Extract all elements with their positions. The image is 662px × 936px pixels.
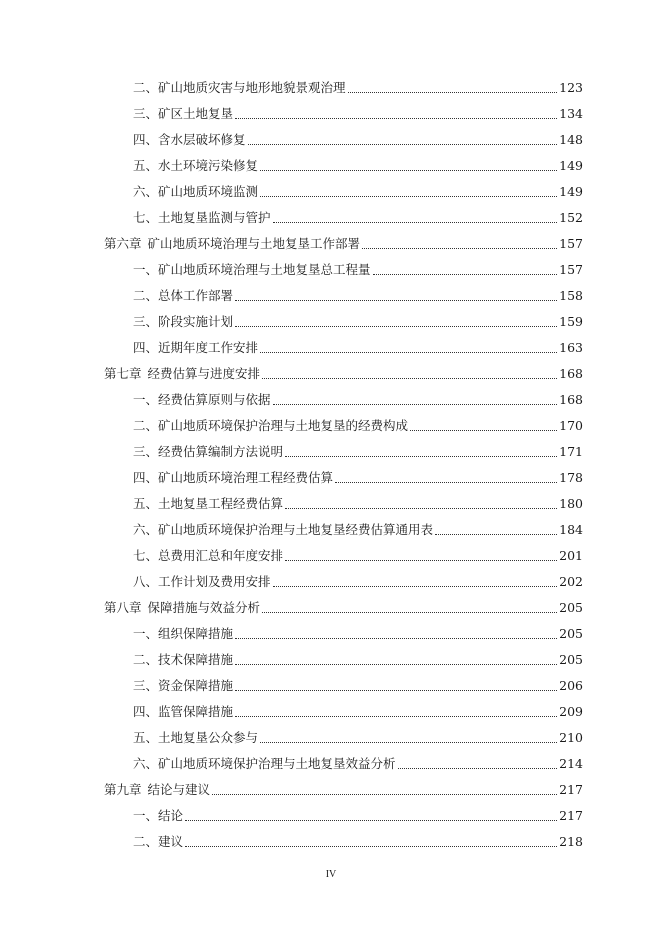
toc-entry-number: 第九章 [104,782,142,797]
toc-entry-title: 组织保障措施 [158,626,234,641]
toc-entry-number: 三、 [133,314,159,329]
toc-section-entry[interactable] [104,751,583,777]
toc-entry-title: 水土环境污染修复 [158,158,259,173]
toc-entry-page-number: 206 [559,678,583,693]
toc-entry-page-number: 202 [559,574,583,589]
toc-entry-number: 第六章 [104,236,142,251]
toc-entry-number: 一、 [133,626,159,641]
toc-chapter-entry[interactable] [104,777,583,803]
toc-section-entry[interactable] [104,439,583,465]
toc-entry-title: 近期年度工作安排 [158,340,259,355]
toc-entry-title: 矿山地质环境治理工程经费估算 [158,470,334,485]
toc-entry-page-number: 178 [559,470,583,485]
toc-entry-page-number: 149 [559,184,583,199]
toc-section-entry[interactable] [104,179,583,205]
toc-section-entry[interactable] [104,205,583,231]
toc-entry-number: 四、 [133,704,159,719]
toc-entry-number: 四、 [133,132,159,147]
toc-entry-page-number: 159 [559,314,583,329]
toc-entry-number: 二、 [133,652,159,667]
toc-section-entry[interactable] [104,569,583,595]
toc-entry-title: 建议 [158,834,184,849]
toc-dot-leader [185,837,557,847]
toc-dot-leader [185,811,557,821]
toc-dot-leader [285,447,557,457]
toc-entry-page-number: 148 [559,132,583,147]
toc-entry-title: 工作计划及费用安排 [158,574,271,589]
toc-dot-leader [373,265,558,275]
toc-section-entry[interactable] [104,673,583,699]
toc-entry-page-number: 210 [559,730,583,745]
toc-entry-number: 三、 [133,106,159,121]
table-of-contents [104,75,583,855]
toc-dot-leader [260,187,557,197]
toc-entry-number: 五、 [133,496,159,511]
toc-dot-leader [260,733,557,743]
toc-entry-number: 五、 [133,158,159,173]
toc-dot-leader [248,135,558,145]
toc-entry-title: 矿山地质环境保护治理与土地复垦的经费构成 [158,418,409,433]
toc-entry-number: 一、 [133,262,159,277]
toc-entry-number: 八、 [133,574,159,589]
toc-entry-title: 总体工作部署 [158,288,234,303]
toc-section-entry[interactable] [104,465,583,491]
toc-entry-page-number: 157 [559,236,583,251]
toc-section-entry[interactable] [104,647,583,673]
toc-dot-leader [235,681,557,691]
toc-entry-title: 监管保障措施 [158,704,234,719]
toc-entry-title: 土地复垦监测与管护 [158,210,271,225]
toc-dot-leader [212,785,557,795]
toc-entry-title: 矿山地质环境治理与土地复垦工作部署 [147,236,361,251]
toc-entry-page-number: 134 [559,106,583,121]
toc-dot-leader [260,343,557,353]
toc-entry-page-number: 152 [559,210,583,225]
toc-entry-number: 五、 [133,730,159,745]
toc-dot-leader [273,577,558,587]
toc-entry-page-number: 171 [559,444,583,459]
toc-section-entry[interactable] [104,803,583,829]
toc-entry-number: 六、 [133,756,159,771]
toc-dot-leader [262,369,557,379]
toc-entry-page-number: 157 [559,262,583,277]
toc-entry-number: 六、 [133,184,159,199]
toc-entry-number: 第七章 [104,366,142,381]
toc-entry-title: 矿山地质环境保护治理与土地复垦经费估算通用表 [158,522,434,537]
toc-entry-page-number: 217 [559,808,583,823]
toc-section-entry[interactable] [104,491,583,517]
toc-entry-title: 含水层破坏修复 [158,132,246,147]
toc-chapter-entry[interactable] [104,361,583,387]
toc-entry-page-number: 209 [559,704,583,719]
toc-entry-number: 七、 [133,548,159,563]
toc-entry-page-number: 184 [559,522,583,537]
toc-entry-title: 土地复垦工程经费估算 [158,496,284,511]
toc-dot-leader [235,707,557,717]
toc-entry-page-number: 149 [559,158,583,173]
toc-section-entry[interactable] [104,699,583,725]
toc-entry-page-number: 201 [559,548,583,563]
toc-dot-leader [410,421,557,431]
toc-section-entry[interactable] [104,153,583,179]
toc-dot-leader [235,317,557,327]
toc-section-entry[interactable] [104,283,583,309]
toc-entry-page-number: 205 [559,626,583,641]
toc-entry-number: 第八章 [104,600,142,615]
toc-entry-page-number: 218 [559,834,583,849]
toc-entry-number: 一、 [133,808,159,823]
toc-entry-page-number: 158 [559,288,583,303]
toc-dot-leader [273,395,558,405]
toc-entry-title: 矿山地质环境保护治理与土地复垦效益分析 [158,756,396,771]
toc-chapter-entry[interactable] [104,595,583,621]
toc-entry-title: 矿山地质环境治理与土地复垦总工程量 [158,262,371,277]
toc-section-entry[interactable] [104,387,583,413]
toc-entry-title: 矿山地质灾害与地形地貌景观治理 [158,80,346,95]
toc-entry-number: 六、 [133,522,159,537]
toc-entry-title: 矿区土地复垦 [158,106,234,121]
toc-entry-page-number: 163 [559,340,583,355]
toc-section-entry[interactable] [104,543,583,569]
toc-entry-title: 技术保障措施 [158,652,234,667]
toc-entry-title: 经费估算与进度安排 [147,366,261,381]
toc-chapter-entry[interactable] [104,231,583,257]
toc-entry-title: 保障措施与效益分析 [147,600,261,615]
toc-entry-title: 矿山地质环境监测 [158,184,259,199]
toc-entry-number: 四、 [133,340,159,355]
toc-entry-page-number: 180 [559,496,583,511]
toc-entry-title: 资金保障措施 [158,678,234,693]
toc-section-entry[interactable] [104,127,583,153]
toc-dot-leader [435,525,557,535]
toc-entry-number: 三、 [133,444,159,459]
toc-entry-page-number: 170 [559,418,583,433]
toc-entry-title: 土地复垦公众参与 [158,730,259,745]
toc-dot-leader [235,109,557,119]
toc-entry-title: 结论 [158,808,184,823]
toc-entry-title: 经费估算原则与依据 [158,392,271,407]
toc-entry-number: 七、 [133,210,159,225]
toc-entry-number: 三、 [133,678,159,693]
toc-entry-page-number: 168 [559,366,583,381]
toc-dot-leader [285,551,557,561]
toc-dot-leader [262,603,557,613]
toc-section-entry[interactable] [104,101,583,127]
toc-entry-number: 一、 [133,392,159,407]
toc-entry-number: 二、 [133,80,159,95]
toc-entry-title: 阶段实施计划 [158,314,234,329]
page-footer-number: IV [325,869,337,880]
toc-section-entry[interactable] [104,335,583,361]
toc-entry-page-number: 214 [559,756,583,771]
toc-entry-number: 四、 [133,470,159,485]
toc-section-entry[interactable] [104,257,583,283]
toc-dot-leader [235,655,557,665]
toc-dot-leader [273,213,558,223]
toc-entry-number: 二、 [133,288,159,303]
toc-entry-page-number: 217 [559,782,583,797]
toc-entry-page-number: 205 [559,600,583,615]
toc-dot-leader [335,473,557,483]
toc-dot-leader [235,629,557,639]
toc-entry-number: 二、 [133,834,159,849]
toc-dot-leader [260,161,557,171]
toc-section-entry[interactable] [104,725,583,751]
toc-section-entry[interactable] [104,413,583,439]
toc-dot-leader [235,291,557,301]
toc-section-entry[interactable] [104,829,583,855]
toc-entry-title: 总费用汇总和年度安排 [158,548,284,563]
toc-entry-number: 二、 [133,418,159,433]
toc-section-entry[interactable] [104,517,583,543]
toc-entry-page-number: 168 [559,392,583,407]
toc-dot-leader [398,759,558,769]
toc-entry-page-number: 123 [559,80,583,95]
toc-entry-title: 经费估算编制方法说明 [158,444,284,459]
toc-section-entry[interactable] [104,75,583,101]
toc-section-entry[interactable] [104,621,583,647]
toc-entry-page-number: 205 [559,652,583,667]
toc-dot-leader [285,499,557,509]
toc-dot-leader [348,83,558,93]
toc-dot-leader [362,239,557,249]
toc-section-entry[interactable] [104,309,583,335]
toc-entry-title: 结论与建议 [147,782,211,797]
